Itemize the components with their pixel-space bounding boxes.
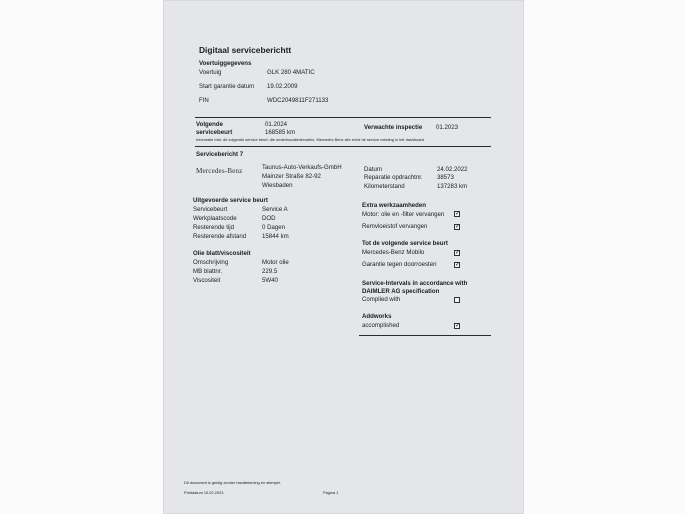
- document-page: [163, 0, 524, 514]
- vehicle-value: GLK 280 4MATIC: [267, 69, 315, 76]
- addworks-item-label: accomplished: [362, 322, 400, 329]
- footer-note: Dit document is geldig zonder handtekening en stempel.: [184, 480, 281, 485]
- intervals-heading-1: Service-Intervals in accordance with: [362, 280, 468, 287]
- next-service-note: Informatie mbt. de volgende service beurt: die onderhoudsintervallen, Mercedes Benz site en/of de service melding in het dashboard: [196, 137, 424, 142]
- service-label: Servicebeurt: [193, 206, 228, 213]
- order-number-label: Reparatie opdrachtnr.: [364, 174, 423, 181]
- remaining-distance-label: Resterende afstand: [193, 233, 247, 240]
- viscosity-value: 5W40: [262, 277, 278, 284]
- remaining-time-label: Resterende tijd: [193, 224, 234, 231]
- date-label: Datum: [364, 166, 382, 173]
- oil-heading: Olie blatt/viscositeit: [193, 250, 251, 257]
- oil-sheet-label: MB blattnr.: [193, 268, 223, 275]
- oil-sheet-value: 229.5: [262, 268, 278, 275]
- oil-description-label: Omschrijving: [193, 259, 229, 266]
- workshop-code-label: Werkplaatscode: [193, 215, 237, 222]
- vehicle-label: Voertuig: [199, 69, 222, 76]
- extra-item-label: Remvloeistof vervangen: [362, 223, 428, 230]
- addworks-heading: Addworks: [362, 313, 392, 320]
- next-service-label-1: Volgende: [196, 121, 223, 128]
- divider: [359, 335, 491, 336]
- divider: [195, 117, 491, 118]
- service-value: Service A: [262, 206, 288, 213]
- remaining-distance-value: 15844 km: [262, 233, 289, 240]
- extra-item-checkbox[interactable]: ✓: [455, 224, 461, 230]
- report-heading: Servicebericht 7: [196, 151, 244, 158]
- order-number-value: 38573: [437, 174, 454, 181]
- until-next-item-checkbox[interactable]: ✓: [455, 262, 461, 268]
- extra-item-label: Motor: olie en -filter vervangen: [362, 211, 445, 218]
- inspection-label: Verwachte inspectie: [364, 124, 423, 131]
- viscosity-label: Viscositeit: [193, 277, 221, 284]
- mileage-label: Kilometerstand: [364, 183, 405, 190]
- inspection-date: 01.2023: [436, 124, 459, 131]
- print-date: Printdatum 10.02.2023: [184, 490, 224, 495]
- extra-item-checkbox[interactable]: ✓: [455, 211, 461, 217]
- addworks-item-checkbox[interactable]: ✓: [455, 323, 461, 329]
- intervals-item-checkbox[interactable]: [454, 297, 460, 303]
- warranty-start-label: Start garantie datum: [199, 83, 255, 90]
- until-next-heading: Tot de volgende service beurt: [362, 240, 448, 247]
- next-service-date: 01.2024: [265, 121, 288, 128]
- dealer-street: Mainzer Straße 82-92: [262, 173, 321, 180]
- date-value: 24.02.2022: [437, 166, 468, 173]
- divider: [195, 146, 491, 147]
- fin-value: WDC2049811F271133: [267, 97, 329, 104]
- dealer-city: Wiesbaden: [262, 182, 293, 189]
- workshop-code-value: DOD: [262, 215, 276, 222]
- vehicle-heading: Voertuiggegevens: [199, 60, 252, 67]
- extra-heading: Extra werkzaamheden: [362, 202, 427, 209]
- intervals-item-label: Complied with: [362, 296, 401, 303]
- until-next-item-checkbox[interactable]: ✓: [455, 250, 461, 256]
- next-service-label-2: servicebeurt: [196, 129, 233, 136]
- oil-description-value: Motor olie: [262, 259, 289, 266]
- mercedes-benz-logo: Mercedes-Benz: [196, 167, 243, 175]
- page-number: Pagina 1: [323, 490, 339, 495]
- mileage-value: 137283 km: [437, 183, 468, 190]
- fin-label: FIN: [199, 97, 209, 104]
- document-title: Digitaal serviceberichtt: [199, 45, 292, 55]
- dealer-name: Taunus-Auto-Verkaufs-GmbH: [262, 164, 342, 171]
- until-next-item-label: Mercedes-Benz Mobilo: [362, 249, 425, 256]
- next-service-km: 168585 km: [265, 129, 296, 136]
- intervals-heading-2: DAIMLER AG specification: [362, 288, 440, 295]
- remaining-time-value: 0 Dagen: [262, 224, 286, 231]
- performed-heading: Uitgevoerde service beurt: [193, 197, 268, 204]
- warranty-start-value: 19.02.2009: [267, 83, 298, 90]
- until-next-item-label: Garantie tegen doorroesten: [362, 261, 437, 268]
